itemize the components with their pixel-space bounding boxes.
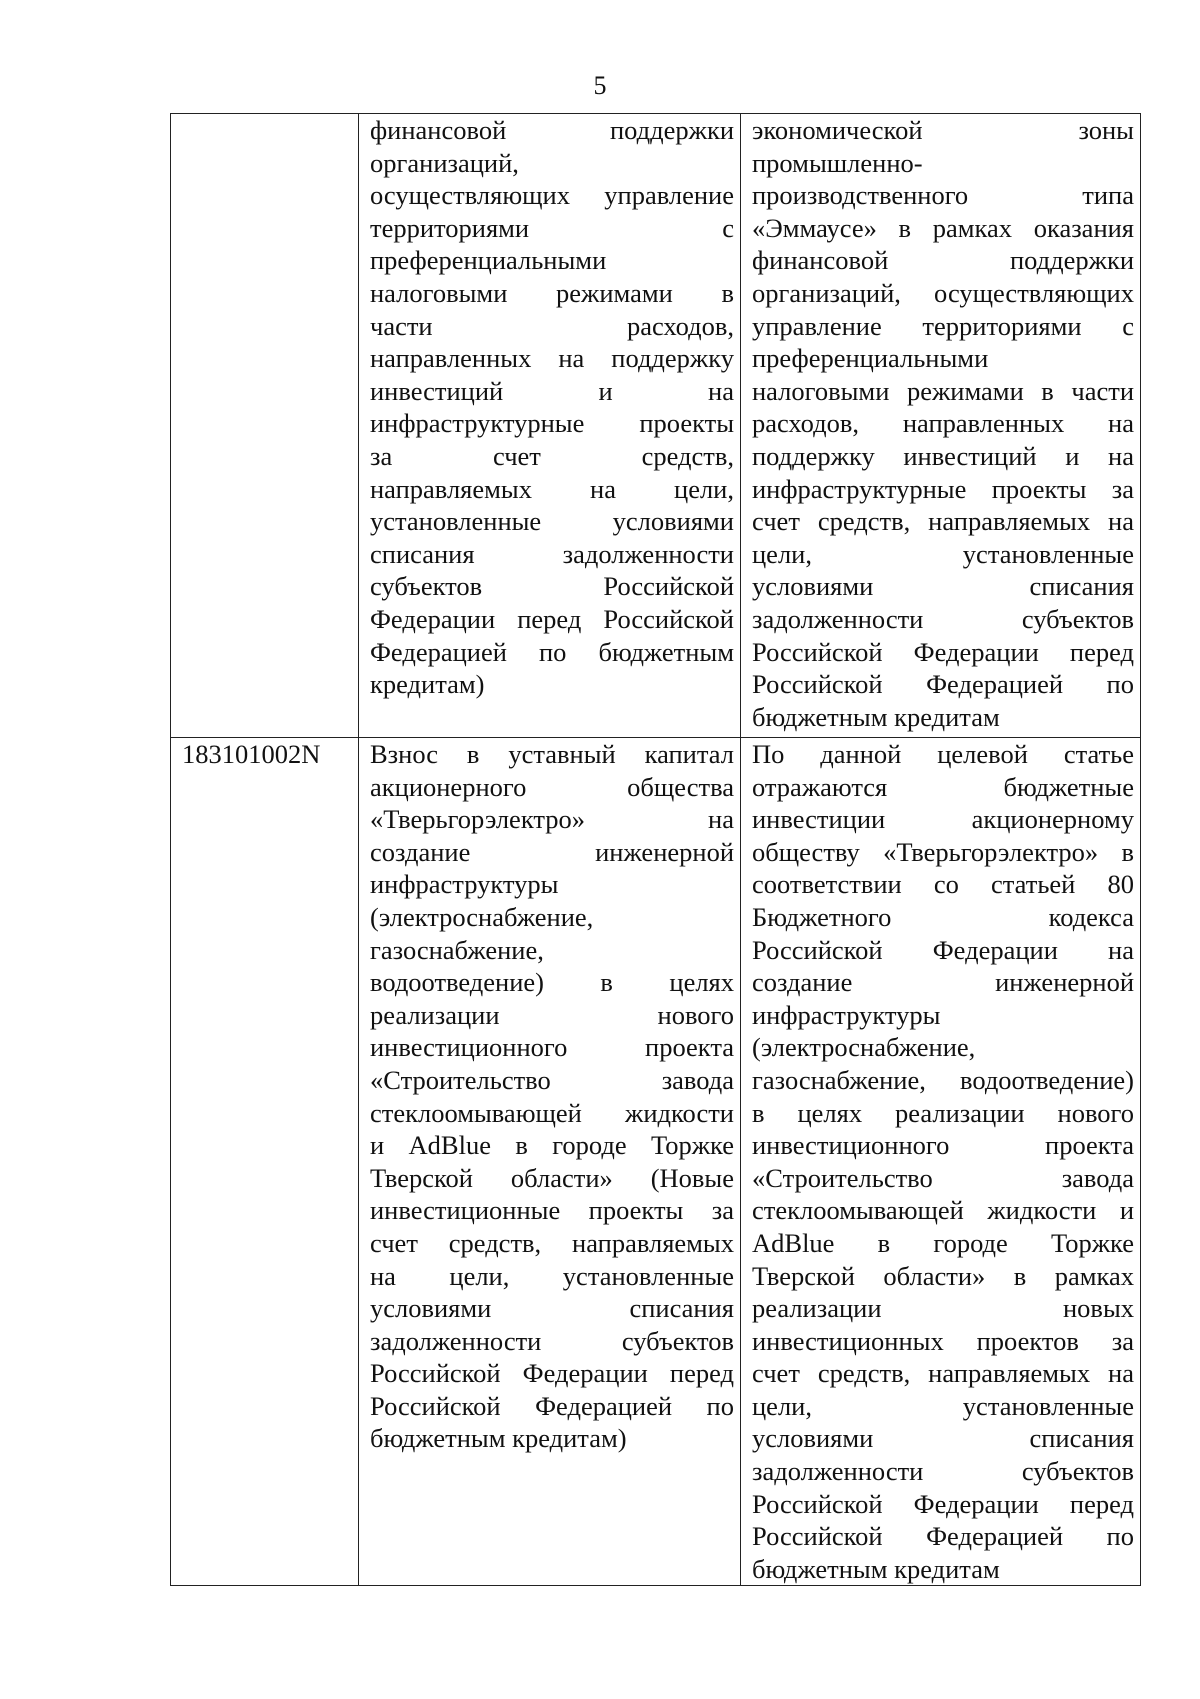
- cell-text-line: в целях реализации нового: [752, 1097, 1134, 1128]
- cell-text-line: условиями списания: [752, 1423, 1134, 1454]
- cell-text-line: задолженности субъектов: [752, 1456, 1134, 1487]
- cell-text-line: инвестиционные проекты за: [370, 1195, 734, 1226]
- cell-text-line: инфраструктурные проекты за: [752, 473, 1134, 504]
- cell-text-line: стеклоомывающей жидкости: [370, 1097, 734, 1128]
- cell-text-line: По данной целевой статье: [752, 739, 1134, 769]
- cell-text-line: цели, установленные: [752, 538, 1134, 569]
- cell-text-line: Российской Федерации перед: [752, 636, 1134, 667]
- cell-text-line: кредитам): [370, 669, 485, 700]
- cell-text-line: «Строительство завода: [370, 1064, 734, 1095]
- cell-text-line: установленные условиями: [370, 506, 734, 537]
- page-number: 5: [593, 71, 607, 100]
- cell-text-line: условиями списания: [752, 571, 1134, 602]
- cell-text-line: обществу «Тверьгорэлектро» в: [752, 836, 1134, 867]
- target-article-description: [741, 738, 1141, 1586]
- target-article-name: [359, 738, 741, 1586]
- cell-text-line: управление территориями с: [752, 310, 1134, 341]
- cell-text-line: инфраструктуры: [370, 869, 559, 900]
- cell-text-line: Российской Федерацией по: [752, 1521, 1134, 1552]
- cell-text-line: финансовой поддержки: [752, 245, 1134, 276]
- target-article-code: [171, 114, 359, 738]
- cell-text-line: «Эммаусе» в рамках оказания: [752, 212, 1134, 243]
- cell-text-line: производственного типа: [752, 180, 1134, 211]
- cell-text-line: инфраструктурные проекты: [370, 408, 734, 439]
- cell-text-line: Российской Федерации на: [752, 934, 1134, 965]
- cell-text-line: направляемых на цели,: [370, 473, 734, 504]
- cell-text-line: Взнос в уставный капитал: [370, 739, 734, 769]
- cell-text-line: цели, установленные: [752, 1390, 1134, 1421]
- cell-text-line: (электроснабжение,: [370, 901, 594, 932]
- cell-text-line: Российской Федерации перед: [752, 1488, 1134, 1519]
- cell-text-line: отражаются бюджетные: [752, 771, 1134, 802]
- cell-text-line: условиями списания: [370, 1293, 734, 1324]
- cell-text-line: налоговыми режимами в: [370, 277, 734, 308]
- cell-text-line: Тверской области» в рамках: [752, 1260, 1134, 1291]
- cell-text-line: за счет средств,: [370, 440, 734, 471]
- cell-text-line: создание инженерной: [370, 836, 734, 867]
- cell-text-line: счет средств, направляемых: [370, 1227, 734, 1258]
- cell-text-line: (электроснабжение,: [752, 1032, 976, 1063]
- cell-text-line: экономической зоны: [752, 115, 1134, 145]
- cell-text-line: инвестиционных проектов за: [752, 1325, 1134, 1356]
- cell-text-line: части расходов,: [370, 310, 734, 341]
- cell-text-line: Российской Федерацией по: [370, 1390, 734, 1421]
- cell-text-line: реализации нового: [370, 999, 734, 1030]
- table-row: [171, 738, 1141, 1586]
- cell-text-line: инвестиций и на: [370, 375, 734, 406]
- cell-text-line: организаций,: [370, 147, 519, 178]
- cell-text-line: «Строительство завода: [752, 1162, 1134, 1193]
- target-article-description: [741, 114, 1141, 738]
- cell-text-line: направленных на поддержку: [370, 343, 734, 374]
- cell-text-line: акционерного общества: [370, 771, 734, 802]
- cell-text-line: водоотведение) в целях: [370, 967, 734, 998]
- cell-text-line: счет средств, направляемых на: [752, 506, 1134, 537]
- cell-text-line: стеклоомывающей жидкости и: [752, 1195, 1134, 1226]
- cell-text-line: «Тверьгорэлектро» на: [370, 804, 734, 835]
- cell-text-line: Бюджетного кодекса: [752, 901, 1134, 932]
- cell-text-line: счет средств, направляемых на: [752, 1358, 1134, 1389]
- cell-text-line: и AdBlue в городе Торжке: [370, 1130, 734, 1161]
- cell-text-line: AdBlue в городе Торжке: [752, 1227, 1134, 1258]
- cell-text-line: инвестиции акционерному: [752, 804, 1134, 835]
- cell-text-line: бюджетным кредитам: [752, 701, 1000, 732]
- target-article-name: [359, 114, 741, 738]
- cell-text-line: бюджетным кредитам): [370, 1423, 627, 1454]
- budget-classification-table: [170, 113, 1141, 1586]
- cell-text-line: соответствии со статьей 80: [752, 869, 1134, 900]
- cell-text-line: инвестиционного проекта: [752, 1130, 1134, 1161]
- cell-text-line: списания задолженности: [370, 538, 734, 569]
- target-article-code: 183101002N: [171, 738, 359, 1586]
- cell-text-line: организаций, осуществляющих: [752, 277, 1134, 308]
- cell-text-line: осуществляющих управление: [370, 180, 734, 211]
- cell-text-line: поддержку инвестиций и на: [752, 440, 1134, 471]
- cell-text-line: газоснабжение, водоотведение): [752, 1064, 1134, 1095]
- cell-text-line: субъектов Российской: [370, 571, 734, 602]
- cell-text-line: промышленно-: [752, 147, 923, 178]
- cell-text-line: на цели, установленные: [370, 1260, 734, 1291]
- cell-text-line: Российской Федерацией по: [752, 669, 1134, 700]
- cell-text-line: Федерацией по бюджетным: [370, 636, 734, 667]
- cell-text-line: Российской Федерации перед: [370, 1358, 734, 1389]
- cell-text-line: задолженности субъектов: [370, 1325, 734, 1356]
- cell-text-line: бюджетным кредитам: [752, 1553, 1000, 1584]
- cell-text-line: Тверской области» (Новые: [370, 1162, 734, 1193]
- cell-text-line: реализации новых: [752, 1293, 1134, 1324]
- cell-text-line: создание инженерной: [752, 967, 1134, 998]
- cell-text-line: задолженности субъектов: [752, 603, 1134, 634]
- cell-text-line: расходов, направленных на: [752, 408, 1134, 439]
- cell-text-line: налоговыми режимами в части: [752, 375, 1134, 406]
- cell-text-line: Федерации перед Российской: [370, 603, 734, 634]
- cell-text-line: газоснабжение,: [370, 934, 544, 965]
- table-row: [171, 114, 1141, 738]
- cell-text-line: преференциальными: [370, 245, 607, 276]
- cell-text-line: преференциальными: [752, 343, 989, 374]
- cell-text-line: инфраструктуры: [752, 999, 941, 1030]
- cell-text-line: финансовой поддержки: [370, 115, 734, 145]
- cell-text-line: инвестиционного проекта: [370, 1032, 734, 1063]
- cell-text-line: территориями с: [370, 212, 734, 243]
